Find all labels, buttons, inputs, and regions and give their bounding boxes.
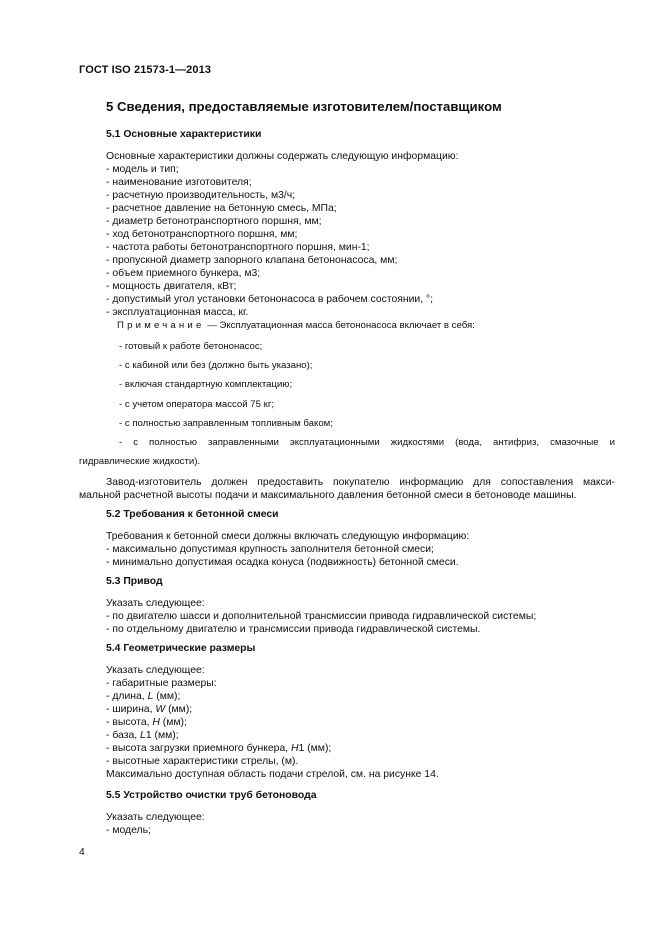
note-item: - с полностью заправленным топливным баком; <box>119 418 333 429</box>
subsection-title-5-1: 5.1 Основные характеристики <box>106 129 262 140</box>
paragraph-continued: мальной расчетной высоты подачи и максимального давления бетонной смеси в бетоноводе машины. <box>79 490 577 501</box>
list-item: - ход бетонотранспортного поршня, мм; <box>106 229 298 240</box>
subsection-title-5-5: 5.5 Устройство очистки труб бетоновода <box>106 790 317 801</box>
note-item: - с полностью заправленными эксплуатационными жидкостями (вода, антифриз, смазочные и <box>119 437 615 448</box>
paragraph: Указать следующее: <box>106 812 205 823</box>
list-item: - по отдельному двигателю и трансмиссии привода гидравлической системы. <box>106 624 481 635</box>
paragraph: Требования к бетонной смеси должны включать следующую информацию: <box>106 531 470 542</box>
list-item: - пропускной диаметр запорного клапана бетононасоса, мм; <box>106 255 398 266</box>
list-item: - база, L1 (мм); <box>106 730 179 741</box>
note-text: — Эксплуатационная масса бетононасоса включает в себя: <box>204 320 475 331</box>
note-item: - с учетом оператора массой 75 кг; <box>119 399 274 410</box>
list-item: - объем приемного бункера, м3; <box>106 268 261 279</box>
list-item: - расчетное давление на бетонную смесь, МПа; <box>106 203 337 214</box>
list-item: - максимально допустимая крупность заполнителя бетонной смеси; <box>106 544 434 555</box>
list-item: - высотные характеристики стрелы, (м). <box>106 756 299 767</box>
note-item: - включая стандартную комплектацию; <box>119 379 293 390</box>
paragraph: Указать следующее: <box>106 598 205 609</box>
list-item: - высота загрузки приемного бункера, H1 (мм); <box>106 743 332 754</box>
note-label: Примечание <box>117 320 205 331</box>
note-item: - с кабиной или без (должно быть указано); <box>119 360 313 371</box>
note <box>117 319 475 332</box>
list-item: - длина, L (мм); <box>106 691 181 702</box>
document-header: ГОСТ ISO 21573-1—2013 <box>79 64 212 76</box>
list-item: - диаметр бетонотранспортного поршня, мм; <box>106 216 322 227</box>
paragraph: Основные характеристики должны содержать следующую информацию: <box>106 151 459 162</box>
list-item: - допустимый угол установки бетононасоса в рабочем состоянии, °; <box>106 294 434 305</box>
paragraph: Указать следующее: <box>106 665 205 676</box>
list-item: - мощность двигателя, кВт; <box>106 281 237 292</box>
list-item: - наименование изготовителя; <box>106 177 252 188</box>
page-number: 4 <box>79 847 85 858</box>
list-item: - ширина, W (мм); <box>106 704 193 715</box>
list-item: - частота работы бетонотранспортного поршня, мин-1; <box>106 242 370 253</box>
list-item: - модель; <box>106 825 151 836</box>
subsection-title-5-4: 5.4 Геометрические размеры <box>106 643 256 654</box>
list-item: - по двигателю шасси и дополнительной трансмиссии привода гидравлической системы; <box>106 611 537 622</box>
list-item: - габаритные размеры: <box>106 678 217 689</box>
subsection-title-5-2: 5.2 Требования к бетонной смеси <box>106 509 279 520</box>
list-item: - модель и тип; <box>106 164 179 175</box>
paragraph: Максимально доступная область подачи стрелой, см. на рисунке 14. <box>106 769 439 780</box>
note-item: - готовый к работе бетононасос; <box>119 341 263 352</box>
note-item-continued: гидравлические жидкости). <box>79 456 201 467</box>
section-title: 5 Сведения, предоставляемые изготовителем/поставщиком <box>106 99 502 114</box>
list-item: - эксплуатационная масса, кг. <box>106 307 249 318</box>
list-item: - расчетную производительность, м3/ч; <box>106 190 296 201</box>
paragraph: Завод-изготовитель должен предоставить покупателю информацию для сопоставления макси- <box>106 477 615 488</box>
list-item: - высота, H (мм); <box>106 717 187 728</box>
list-item: - минимально допустимая осадка конуса (подвижность) бетонной смеси. <box>106 557 459 568</box>
subsection-title-5-3: 5.3 Привод <box>106 576 163 587</box>
